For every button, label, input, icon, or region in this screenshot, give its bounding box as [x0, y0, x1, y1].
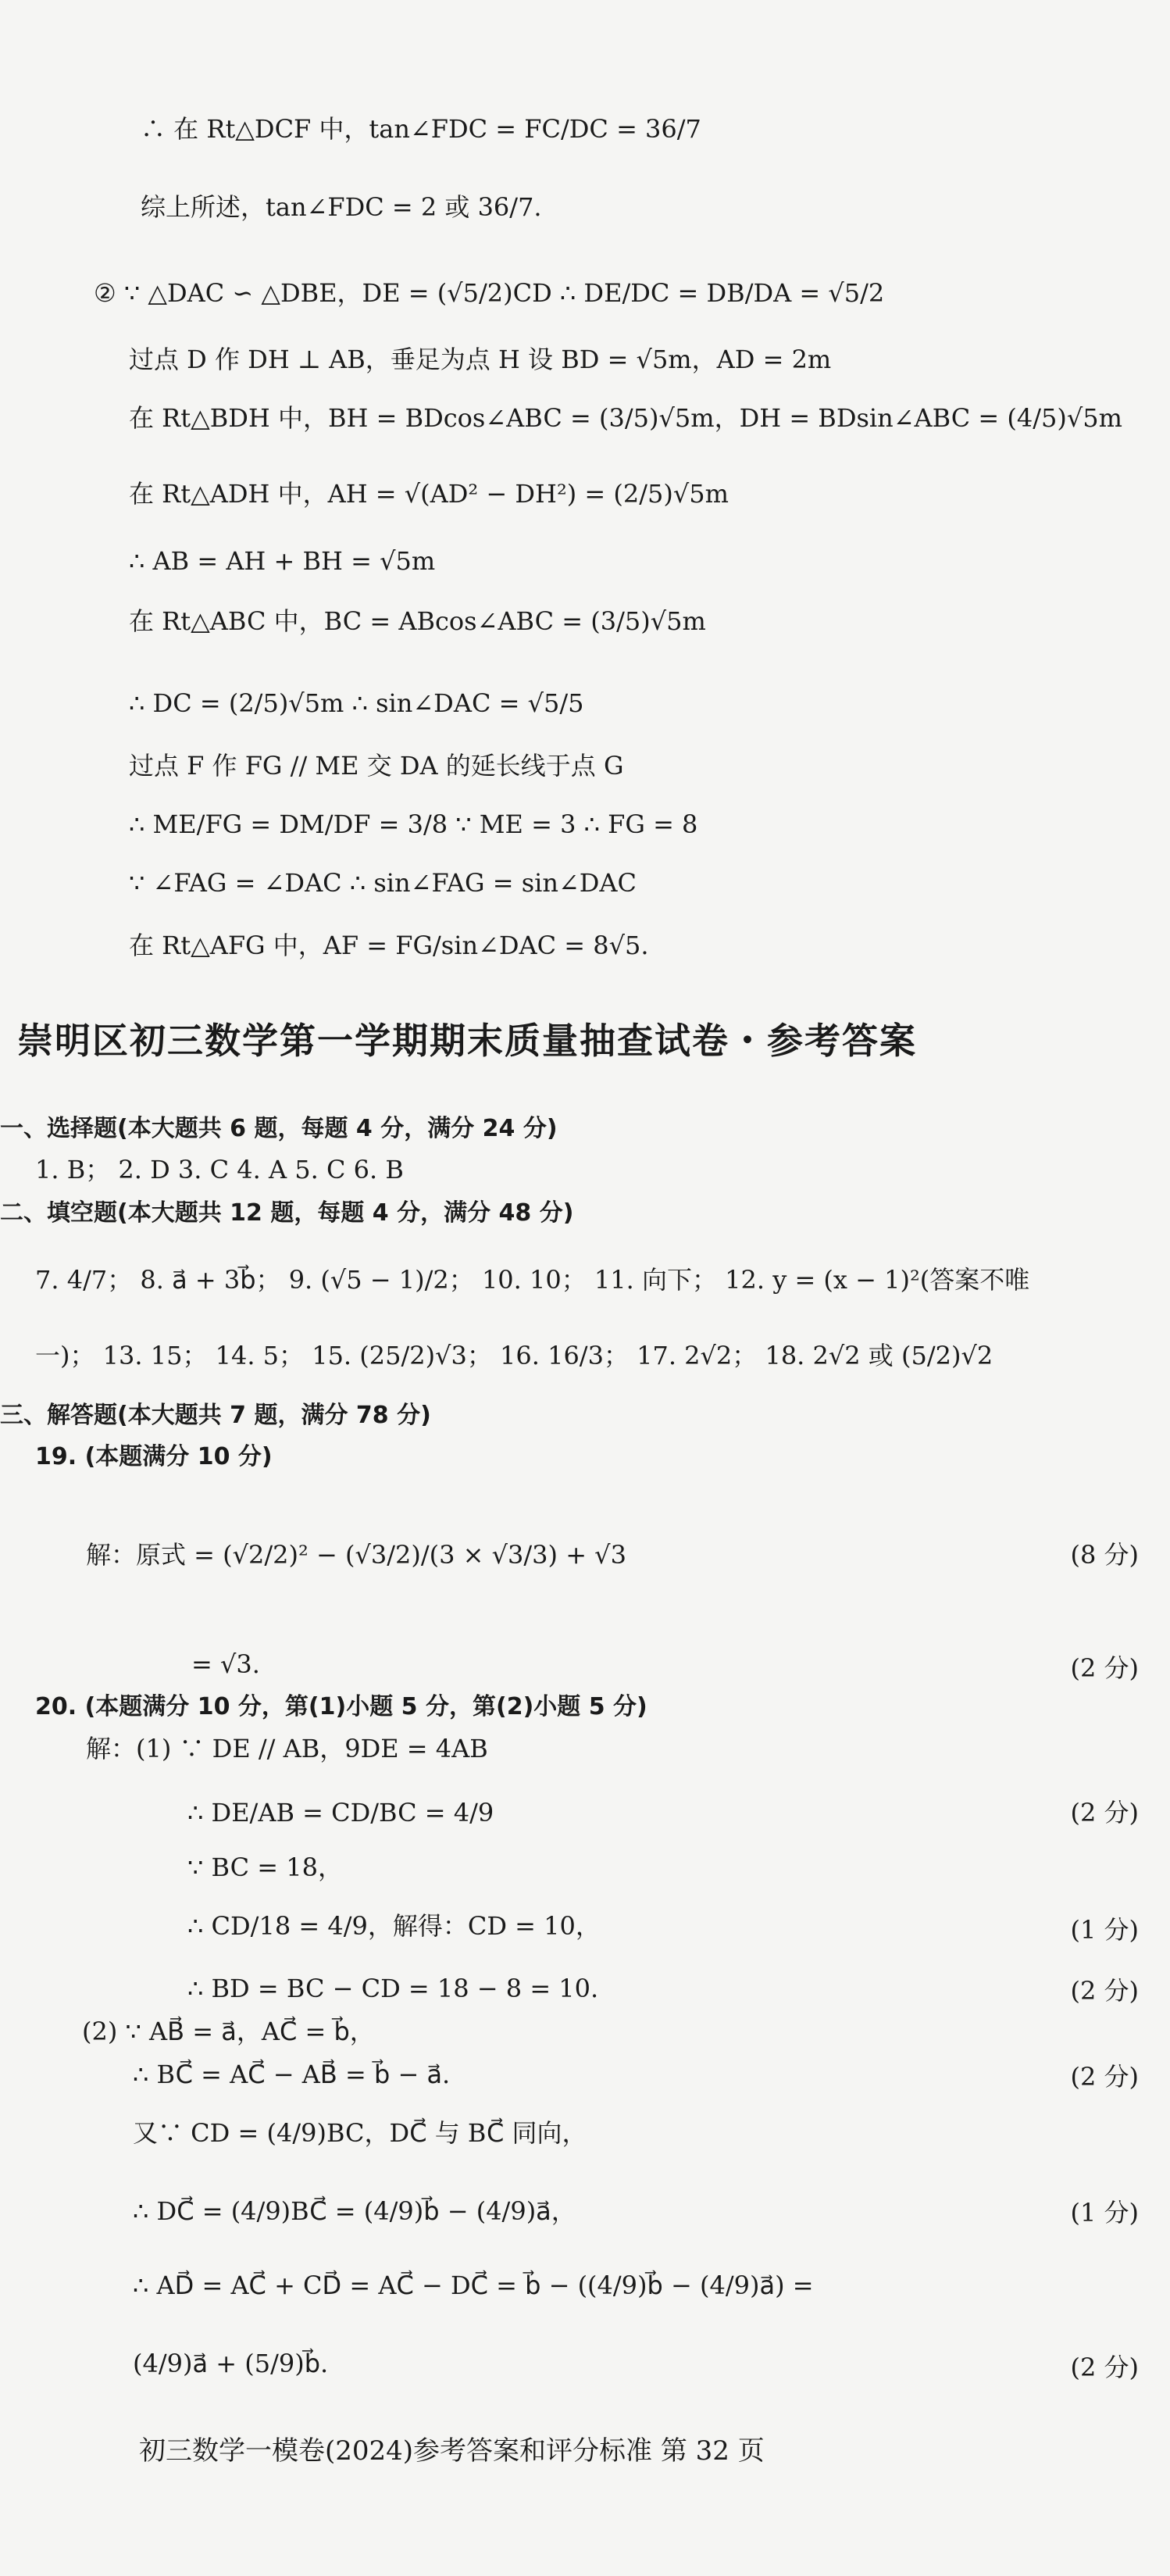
solution-line: 过点 F 作 FG // ME 交 DA 的延长线于点 G [129, 751, 624, 781]
solution-line: 解：(1) ∵ DE // AB，9DE = 4AB [86, 1734, 488, 1763]
solution-line: ∴ BD = BC − CD = 18 − 8 = 10. [187, 1974, 599, 2003]
choice-answers: 1. B； 2. D 3. C 4. A 5. C 6. B [35, 1155, 404, 1184]
score-mark: (2 分) [1070, 1653, 1139, 1683]
page-title: 崇明区初三数学第一学期期末质量抽查试卷・参考答案 [17, 1020, 917, 1062]
solution-line: ∴ 在 Rt△DCF 中，tan∠FDC = FC/DC = 36/7 [141, 114, 701, 144]
fill-answers-line: 一)； 13. 15； 14. 5； 15. (25/2)√3； 16. 16/3； 17. 2√2； 18. 2√2 或 (5/2)√2 [35, 1341, 993, 1370]
solution-line: 又∵ CD = (4/9)BC，DC⃗ 与 BC⃗ 同向， [133, 2118, 587, 2148]
solution-line: ∴ DE/AB = CD/BC = 4/9 [187, 1798, 494, 1827]
solution-line: = √3. [191, 1649, 260, 1679]
solution-line: ∴ CD/18 = 4/9，解得：CD = 10， [187, 1911, 601, 1941]
score-mark: (8 分) [1070, 1540, 1139, 1570]
solution-line: (2) ∵ AB⃗ = a⃗，AC⃗ = b⃗， [82, 2017, 375, 2046]
solution-line: ∴ AD⃗ = AC⃗ + CD⃗ = AC⃗ − DC⃗ = b⃗ − ((4/9)b⃗ − (4/9)a⃗) = [133, 2271, 814, 2300]
question-heading: 19. (本题满分 10 分) [35, 1443, 273, 1470]
solution-line: 综上所述，tan∠FDC = 2 或 36/7. [141, 192, 542, 222]
solution-line: 在 Rt△BDH 中，BH = BDcos∠ABC = (3/5)√5m，DH = BDsin∠ABC = (4/5)√5m [129, 403, 1122, 433]
solution-line: 过点 D 作 DH ⊥ AB，垂足为点 H 设 BD = √5m，AD = 2m [129, 345, 832, 374]
solution-line: 在 Rt△ADH 中，AH = √(AD² − DH²) = (2/5)√5m [129, 479, 729, 509]
question-heading: 20. (本题满分 10 分，第(1)小题 5 分，第(2)小题 5 分) [35, 1693, 647, 1720]
solution-line: ∴ ME/FG = DM/DF = 3/8 ∵ ME = 3 ∴ FG = 8 [129, 809, 698, 839]
solution-line: 在 Rt△ABC 中，BC = ABcos∠ABC = (3/5)√5m [129, 606, 706, 636]
page-footer: 初三数学一模卷(2024)参考答案和评分标准 第 32 页 [139, 2435, 765, 2467]
solution-line: ∴ AB = AH + BH = √5m [129, 546, 436, 576]
solution-line: ② ∵ △DAC ∽ △DBE，DE = (√5/2)CD ∴ DE/DC = DB/DA = √5/2 [94, 278, 885, 308]
section-heading: 二、填空题(本大题共 12 题，每题 4 分，满分 48 分) [0, 1199, 574, 1227]
solution-line: ∴ DC⃗ = (4/9)BC⃗ = (4/9)b⃗ − (4/9)a⃗， [133, 2196, 576, 2226]
score-mark: (1 分) [1070, 1915, 1139, 1945]
solution-line: ∴ DC = (2/5)√5m ∴ sin∠DAC = √5/5 [129, 688, 584, 718]
solution-line: ∵ ∠FAG = ∠DAC ∴ sin∠FAG = sin∠DAC [129, 868, 637, 898]
solution-line: (4/9)a⃗ + (5/9)b⃗. [133, 2349, 329, 2378]
solution-line: ∵ BC = 18， [187, 1853, 344, 1882]
score-mark: (2 分) [1070, 1976, 1139, 2006]
score-mark: (2 分) [1070, 1798, 1139, 1827]
score-mark: (2 分) [1070, 2353, 1139, 2382]
solution-line: ∴ BC⃗ = AC⃗ − AB⃗ = b⃗ − a⃗. [133, 2060, 451, 2089]
solution-line: 解：原式 = (√2/2)² − (√3/2)/(3 × √3/3) + √3 [86, 1540, 626, 1570]
score-mark: (1 分) [1070, 2198, 1139, 2228]
solution-line: 在 Rt△AFG 中，AF = FG/sin∠DAC = 8√5. [129, 931, 649, 960]
section-heading: 一、选择题(本大题共 6 题，每题 4 分，满分 24 分) [0, 1115, 558, 1142]
section-heading: 三、解答题(本大题共 7 题，满分 78 分) [0, 1402, 431, 1429]
score-mark: (2 分) [1070, 2062, 1139, 2092]
fill-answers-line: 7. 4/7； 8. a⃗ + 3b⃗； 9. (√5 − 1)/2； 10. 10； 11. 向下； 12. y = (x − 1)²(答案不唯 [35, 1265, 1030, 1295]
